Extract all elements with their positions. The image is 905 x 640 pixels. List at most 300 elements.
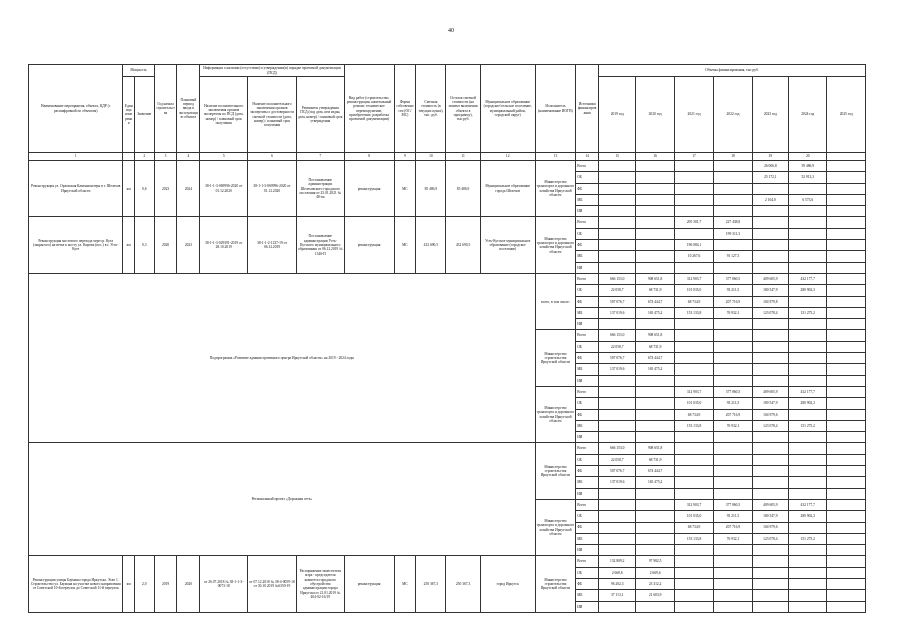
value-cell bbox=[752, 240, 788, 251]
value-cell bbox=[714, 545, 752, 556]
value-cell bbox=[789, 443, 827, 454]
value-cell bbox=[752, 545, 788, 556]
value-cell: 132 809,2 bbox=[599, 556, 636, 567]
value-cell bbox=[714, 262, 752, 273]
source-label: ФБ bbox=[576, 353, 599, 364]
value-cell bbox=[714, 341, 752, 352]
value-cell: 26 006,8 bbox=[752, 161, 788, 172]
source-label: МБ bbox=[576, 533, 599, 544]
value-cell bbox=[674, 488, 713, 499]
value-cell bbox=[674, 454, 713, 465]
start-year-cell: 2019 bbox=[154, 556, 177, 612]
column-number: 9 bbox=[394, 153, 416, 161]
value-cell: 23 312,2 bbox=[636, 578, 674, 589]
object-name: Реконструкция мостового перехода через р. Кута (закрытого) на ветке к мосту ул. Кирова (пос.) в г. Усть-Куте bbox=[29, 217, 123, 273]
source-label: ОБ bbox=[576, 511, 599, 522]
header-year: 2019 год bbox=[599, 77, 636, 153]
value-cell bbox=[827, 420, 866, 431]
value-cell bbox=[827, 228, 866, 239]
value-cell bbox=[827, 183, 866, 194]
value-cell: 22 058,7 bbox=[599, 341, 636, 352]
value-cell: 68 731,9 bbox=[636, 341, 674, 352]
source-label: МБ bbox=[576, 477, 599, 488]
header-start-year: Год начала строительства bbox=[154, 65, 177, 153]
value-cell bbox=[827, 533, 866, 544]
municipality-cell: город Иркутск bbox=[480, 556, 535, 612]
value-cell bbox=[752, 454, 788, 465]
value-cell: 22 058,7 bbox=[599, 454, 636, 465]
value-cell bbox=[752, 578, 788, 589]
value-cell: 2 668,6 bbox=[599, 567, 636, 578]
value-cell bbox=[827, 217, 866, 228]
value-cell bbox=[827, 590, 866, 601]
value-cell: 97 982,5 bbox=[636, 556, 674, 567]
value-cell bbox=[599, 545, 636, 556]
header-end-year: Плановый период ввода в эксплуатацию объекта bbox=[177, 65, 200, 153]
value-cell bbox=[674, 578, 713, 589]
psd-approval-cell: Постановление администрации Усть-Кутского муниципального образования от 06.12.2019 № 1346-П bbox=[296, 217, 344, 273]
value-cell bbox=[674, 364, 713, 375]
column-number: 2 bbox=[134, 153, 154, 161]
value-cell: 280 902,3 bbox=[789, 398, 827, 409]
value-cell bbox=[752, 206, 788, 217]
value-cell bbox=[674, 172, 713, 183]
value-cell bbox=[674, 228, 713, 239]
value-cell bbox=[599, 409, 636, 420]
value-cell bbox=[752, 466, 788, 477]
source-label: ОБ bbox=[576, 567, 599, 578]
value-cell bbox=[827, 545, 866, 556]
value-cell bbox=[752, 330, 788, 341]
cost-cell: 85 486,9 bbox=[416, 161, 446, 217]
value-cell: 137 019,6 bbox=[599, 364, 636, 375]
value-cell bbox=[636, 511, 674, 522]
value-cell: 196 084,1 bbox=[674, 240, 713, 251]
financing-table bbox=[28, 64, 866, 613]
source-label: МБ bbox=[576, 364, 599, 375]
header-unit: Единица измерения bbox=[123, 77, 134, 153]
subprogram-name: Подпрограмма «Развитие административного центра Иркутской области» на 2019 - 2024 годы bbox=[29, 273, 536, 442]
value-cell: 96 202,3 bbox=[599, 578, 636, 589]
value-cell: 2 669,6 bbox=[636, 567, 674, 578]
executor-cell: Министерство транспорта и дорожного хозяйства Иркутской области bbox=[535, 499, 575, 555]
source-label: ФБ bbox=[576, 466, 599, 477]
header-executor: Исполнитель (наименование ИОГВ) bbox=[535, 65, 575, 153]
header-work-type: Вид работ (строительство, реконструкция, капитальный ремонт, техническое перевооружение, приобретение, разработка проектной документации) bbox=[344, 65, 394, 153]
source-label: ФБ bbox=[576, 578, 599, 589]
value-cell: 101 035,0 bbox=[674, 398, 713, 409]
value-cell bbox=[714, 443, 752, 454]
value-cell bbox=[674, 590, 713, 601]
header-capacity: Мощность bbox=[123, 65, 154, 77]
value-cell bbox=[636, 499, 674, 510]
value-cell bbox=[827, 194, 866, 205]
value-cell bbox=[636, 601, 674, 612]
value-cell: 153 133,8 bbox=[674, 307, 713, 318]
value-cell: 507 076,7 bbox=[599, 353, 636, 364]
value-cell bbox=[789, 409, 827, 420]
executor-cell: Министерство транспорта и дорожного хозяйства Иркутской области bbox=[535, 161, 575, 217]
column-number: 8 bbox=[344, 153, 394, 161]
column-number: 4 bbox=[177, 153, 200, 161]
header-ownership: Форма собственности (ОС/ МС) bbox=[394, 65, 416, 153]
value-cell: 165 475,2 bbox=[636, 307, 674, 318]
ownership-cell: МС bbox=[394, 161, 416, 217]
value-cell bbox=[789, 364, 827, 375]
value-cell bbox=[714, 432, 752, 443]
start-year-cell: 2023 bbox=[154, 161, 177, 217]
value-cell bbox=[827, 409, 866, 420]
value-cell bbox=[827, 466, 866, 477]
value-cell bbox=[827, 499, 866, 510]
source-label: Всего bbox=[576, 499, 599, 510]
source-label: ИИ bbox=[576, 319, 599, 330]
source-label: ФБ bbox=[576, 409, 599, 420]
column-number: 18 bbox=[714, 153, 752, 161]
value-cell bbox=[827, 375, 866, 386]
value-cell: 280 902,3 bbox=[789, 285, 827, 296]
value-cell: 207 716,9 bbox=[714, 522, 752, 533]
header-year: 2024 год bbox=[789, 77, 827, 153]
value-cell bbox=[827, 262, 866, 273]
value-cell bbox=[752, 228, 788, 239]
value-cell bbox=[636, 183, 674, 194]
value-cell: 666 153,0 bbox=[599, 273, 636, 284]
source-label: Всего bbox=[576, 330, 599, 341]
capacity-cell: 0,3 bbox=[134, 217, 154, 273]
value-cell: 377 860,5 bbox=[714, 386, 752, 397]
source-label: ОБ bbox=[576, 285, 599, 296]
value-cell bbox=[599, 522, 636, 533]
source-label: ФБ bbox=[576, 522, 599, 533]
value-cell bbox=[674, 545, 713, 556]
value-cell bbox=[789, 228, 827, 239]
value-cell bbox=[827, 488, 866, 499]
header-municipality: Муниципальное образование (городское/сельское поселение, муниципальный район, городской округ) bbox=[480, 65, 535, 153]
value-cell bbox=[752, 556, 788, 567]
value-cell bbox=[752, 319, 788, 330]
value-cell bbox=[599, 511, 636, 522]
column-number: 13 bbox=[535, 153, 575, 161]
value-cell: 908 651,8 bbox=[636, 330, 674, 341]
header-name: Наименование мероприятия, объекта, ЦДР (с расшифровкой по объектам) bbox=[29, 65, 123, 153]
value-cell bbox=[752, 183, 788, 194]
executor-cell: Министерство транспорта и дорожного хозяйства Иркутской области bbox=[535, 217, 575, 273]
column-number bbox=[123, 153, 134, 161]
ownership-cell: МС bbox=[394, 217, 416, 273]
value-cell bbox=[636, 172, 674, 183]
value-cell bbox=[599, 420, 636, 431]
table-row bbox=[29, 273, 866, 284]
value-cell bbox=[789, 590, 827, 601]
header-sources: Источники финансирования bbox=[576, 65, 599, 153]
rest-cell: 250 367,3 bbox=[446, 556, 480, 612]
value-cell bbox=[599, 386, 636, 397]
value-cell bbox=[599, 488, 636, 499]
value-cell: 409 605,9 bbox=[752, 386, 788, 397]
source-label: Всего bbox=[576, 386, 599, 397]
value-cell bbox=[789, 556, 827, 567]
value-cell bbox=[789, 330, 827, 341]
value-cell bbox=[714, 319, 752, 330]
header-financing: Объемы финансирования, тыс.руб. bbox=[599, 65, 866, 77]
value-cell: 908 651,8 bbox=[636, 443, 674, 454]
table-row bbox=[29, 443, 866, 454]
value-cell bbox=[827, 477, 866, 488]
value-cell bbox=[674, 477, 713, 488]
value-cell bbox=[827, 522, 866, 533]
value-cell bbox=[714, 477, 752, 488]
source-label: ОБ bbox=[576, 341, 599, 352]
value-cell bbox=[636, 409, 674, 420]
value-cell bbox=[599, 217, 636, 228]
municipality-cell: Усть-Кутское муниципальное образование (городское поселение) bbox=[480, 217, 535, 273]
value-cell bbox=[714, 590, 752, 601]
executor-cell: Министерство транспорта и дорожного хозяйства Иркутской области bbox=[535, 386, 575, 442]
value-cell: 104 979,6 bbox=[752, 409, 788, 420]
value-cell: 199 311,3 bbox=[714, 228, 752, 239]
table-row bbox=[29, 161, 866, 172]
value-cell bbox=[789, 375, 827, 386]
value-cell: 432 177,7 bbox=[789, 273, 827, 284]
value-cell bbox=[752, 262, 788, 273]
value-cell bbox=[827, 172, 866, 183]
value-cell bbox=[827, 273, 866, 284]
value-cell: 151 275,2 bbox=[789, 420, 827, 431]
work-type-cell: реконструкция bbox=[344, 556, 394, 612]
value-cell: 312 903,7 bbox=[674, 499, 713, 510]
value-cell bbox=[714, 172, 752, 183]
start-year-cell: 2020 bbox=[154, 217, 177, 273]
value-cell bbox=[752, 341, 788, 352]
value-cell bbox=[674, 375, 713, 386]
value-cell: 207 716,9 bbox=[714, 409, 752, 420]
value-cell: 76 932,1 bbox=[714, 533, 752, 544]
object-name: Реконструкция улицы Баумана города Иркутска. Этап 1. Строительство ул. Баумана на участке нового направления от Советской 10-й переулок до Советской 11-й переулок bbox=[29, 556, 123, 612]
value-cell bbox=[752, 567, 788, 578]
value-cell bbox=[789, 601, 827, 612]
table-row bbox=[29, 556, 866, 567]
source-label: Всего bbox=[576, 556, 599, 567]
value-cell bbox=[599, 240, 636, 251]
header-year: 2020 год bbox=[636, 77, 674, 153]
value-cell bbox=[714, 601, 752, 612]
value-cell bbox=[674, 330, 713, 341]
value-cell bbox=[636, 432, 674, 443]
value-cell: 151 275,2 bbox=[789, 533, 827, 544]
psd-approval-cell: Постановление администрации Шелеховского городского поселения от 25.01.2021 № 48-па bbox=[296, 161, 344, 217]
value-cell: 10 267,6 bbox=[674, 251, 713, 262]
value-cell: 151 275,2 bbox=[789, 307, 827, 318]
psd-expertise-cell: от 26.07.2018 № 38-1-1-3-0073-18 bbox=[200, 556, 248, 612]
capacity-cell: 2,0 bbox=[134, 556, 154, 612]
column-number: 11 bbox=[446, 153, 480, 161]
value-cell bbox=[636, 206, 674, 217]
column-number: 1 bbox=[29, 153, 123, 161]
subprogram-name: Региональный проект «Дорожная сеть» bbox=[29, 443, 536, 556]
value-cell bbox=[636, 386, 674, 397]
value-cell: 312 903,7 bbox=[674, 386, 713, 397]
value-cell bbox=[636, 488, 674, 499]
value-cell: 165 475,2 bbox=[636, 364, 674, 375]
value-cell bbox=[599, 194, 636, 205]
column-number: 10 bbox=[416, 153, 446, 161]
value-cell: 674 444,7 bbox=[636, 466, 674, 477]
value-cell bbox=[827, 567, 866, 578]
value-cell bbox=[827, 307, 866, 318]
column-number: 6 bbox=[248, 153, 297, 161]
value-cell bbox=[827, 364, 866, 375]
column-number: 19 bbox=[752, 153, 788, 161]
value-cell bbox=[827, 251, 866, 262]
value-cell bbox=[636, 161, 674, 172]
value-cell bbox=[599, 533, 636, 544]
value-cell: 68 734,9 bbox=[674, 409, 713, 420]
value-cell bbox=[599, 228, 636, 239]
value-cell bbox=[752, 251, 788, 262]
source-label: ОБ bbox=[576, 398, 599, 409]
source-label: ОБ bbox=[576, 172, 599, 183]
value-cell bbox=[599, 398, 636, 409]
value-cell bbox=[789, 251, 827, 262]
value-cell: 409 605,9 bbox=[752, 499, 788, 510]
value-cell: 2 164,0 bbox=[752, 194, 788, 205]
column-number: 16 bbox=[636, 153, 674, 161]
value-cell bbox=[789, 432, 827, 443]
source-label: ИИ bbox=[576, 488, 599, 499]
value-cell: 507 076,7 bbox=[599, 466, 636, 477]
source-label: МБ bbox=[576, 251, 599, 262]
header-year: 2022 год bbox=[714, 77, 752, 153]
value-cell: 312 903,7 bbox=[674, 273, 713, 284]
source-label: ИИ bbox=[576, 601, 599, 612]
value-cell bbox=[714, 364, 752, 375]
value-cell: 666 153,0 bbox=[599, 330, 636, 341]
source-label: ОБ bbox=[576, 228, 599, 239]
value-cell: 153 133,8 bbox=[674, 533, 713, 544]
end-year-cell: 2024 bbox=[177, 161, 200, 217]
value-cell bbox=[827, 206, 866, 217]
header-psd-estimate: Наличие положительного заключения органов экспертизы о достоверности сметной стоимости (дата, номер) / плановый срок получения bbox=[248, 77, 297, 153]
value-cell bbox=[789, 296, 827, 307]
value-cell: 674 444,7 bbox=[636, 296, 674, 307]
value-cell bbox=[827, 556, 866, 567]
source-label: МБ bbox=[576, 420, 599, 431]
value-cell bbox=[827, 601, 866, 612]
value-cell bbox=[789, 319, 827, 330]
value-cell bbox=[789, 567, 827, 578]
value-cell bbox=[714, 556, 752, 567]
value-cell: 377 860,5 bbox=[714, 273, 752, 284]
value-cell bbox=[599, 206, 636, 217]
value-cell bbox=[674, 556, 713, 567]
value-cell bbox=[752, 432, 788, 443]
end-year-cell: 2020 bbox=[177, 556, 200, 612]
value-cell bbox=[636, 420, 674, 431]
value-cell bbox=[752, 217, 788, 228]
value-cell: 25 172,1 bbox=[752, 172, 788, 183]
total-label: всего, в том числе: bbox=[535, 273, 575, 329]
value-cell bbox=[636, 228, 674, 239]
value-cell: 432 177,7 bbox=[789, 386, 827, 397]
source-label: Всего bbox=[576, 273, 599, 284]
value-cell bbox=[827, 161, 866, 172]
value-cell bbox=[599, 432, 636, 443]
value-cell: 123 078,4 bbox=[752, 307, 788, 318]
value-cell bbox=[714, 454, 752, 465]
value-cell: 37 113,1 bbox=[599, 590, 636, 601]
rest-cell: 85 486,9 bbox=[446, 161, 480, 217]
value-cell bbox=[599, 183, 636, 194]
value-cell bbox=[827, 454, 866, 465]
column-number: 17 bbox=[674, 153, 713, 161]
value-cell bbox=[827, 386, 866, 397]
unit-cell: км bbox=[123, 556, 134, 612]
value-cell bbox=[714, 466, 752, 477]
value-cell: 280 902,3 bbox=[789, 511, 827, 522]
value-cell bbox=[789, 217, 827, 228]
value-cell: 93 211,5 bbox=[714, 511, 752, 522]
value-cell bbox=[827, 578, 866, 589]
value-cell bbox=[789, 477, 827, 488]
value-cell bbox=[752, 477, 788, 488]
value-cell bbox=[674, 161, 713, 172]
value-cell bbox=[827, 330, 866, 341]
value-cell: 68 731,9 bbox=[636, 285, 674, 296]
cost-cell: 432 690,5 bbox=[416, 217, 446, 273]
rest-cell: 432 690,5 bbox=[446, 217, 480, 273]
value-cell: 21 603,9 bbox=[636, 590, 674, 601]
value-cell bbox=[827, 341, 866, 352]
value-cell bbox=[636, 194, 674, 205]
value-cell bbox=[636, 319, 674, 330]
column-number bbox=[827, 153, 866, 161]
value-cell bbox=[714, 161, 752, 172]
value-cell bbox=[636, 522, 674, 533]
value-cell: 104 979,6 bbox=[752, 522, 788, 533]
value-cell: 22 058,7 bbox=[599, 285, 636, 296]
value-cell: 432 177,7 bbox=[789, 499, 827, 510]
value-cell: 93 211,5 bbox=[714, 285, 752, 296]
value-cell: 6 573,6 bbox=[789, 194, 827, 205]
value-cell bbox=[599, 319, 636, 330]
value-cell bbox=[714, 183, 752, 194]
executor-cell: Министерство строительства Иркутской области bbox=[535, 443, 575, 499]
value-cell bbox=[599, 161, 636, 172]
ownership-cell: МС bbox=[394, 556, 416, 612]
value-cell bbox=[674, 206, 713, 217]
value-cell: 76 932,1 bbox=[714, 307, 752, 318]
header-year: 2021 год bbox=[674, 77, 713, 153]
value-cell bbox=[636, 375, 674, 386]
value-cell bbox=[752, 375, 788, 386]
value-cell bbox=[599, 251, 636, 262]
value-cell bbox=[714, 330, 752, 341]
value-cell bbox=[789, 522, 827, 533]
value-cell bbox=[599, 499, 636, 510]
value-cell: 180 547,9 bbox=[752, 511, 788, 522]
value-cell bbox=[674, 466, 713, 477]
value-cell: 507 076,7 bbox=[599, 296, 636, 307]
value-cell bbox=[752, 590, 788, 601]
header-year: 2023 год bbox=[752, 77, 788, 153]
column-number: 12 bbox=[480, 153, 535, 161]
work-type-cell: реконструкция bbox=[344, 161, 394, 217]
value-cell bbox=[674, 183, 713, 194]
source-label: ИИ bbox=[576, 206, 599, 217]
value-cell: 59 486,9 bbox=[789, 161, 827, 172]
value-cell bbox=[714, 567, 752, 578]
